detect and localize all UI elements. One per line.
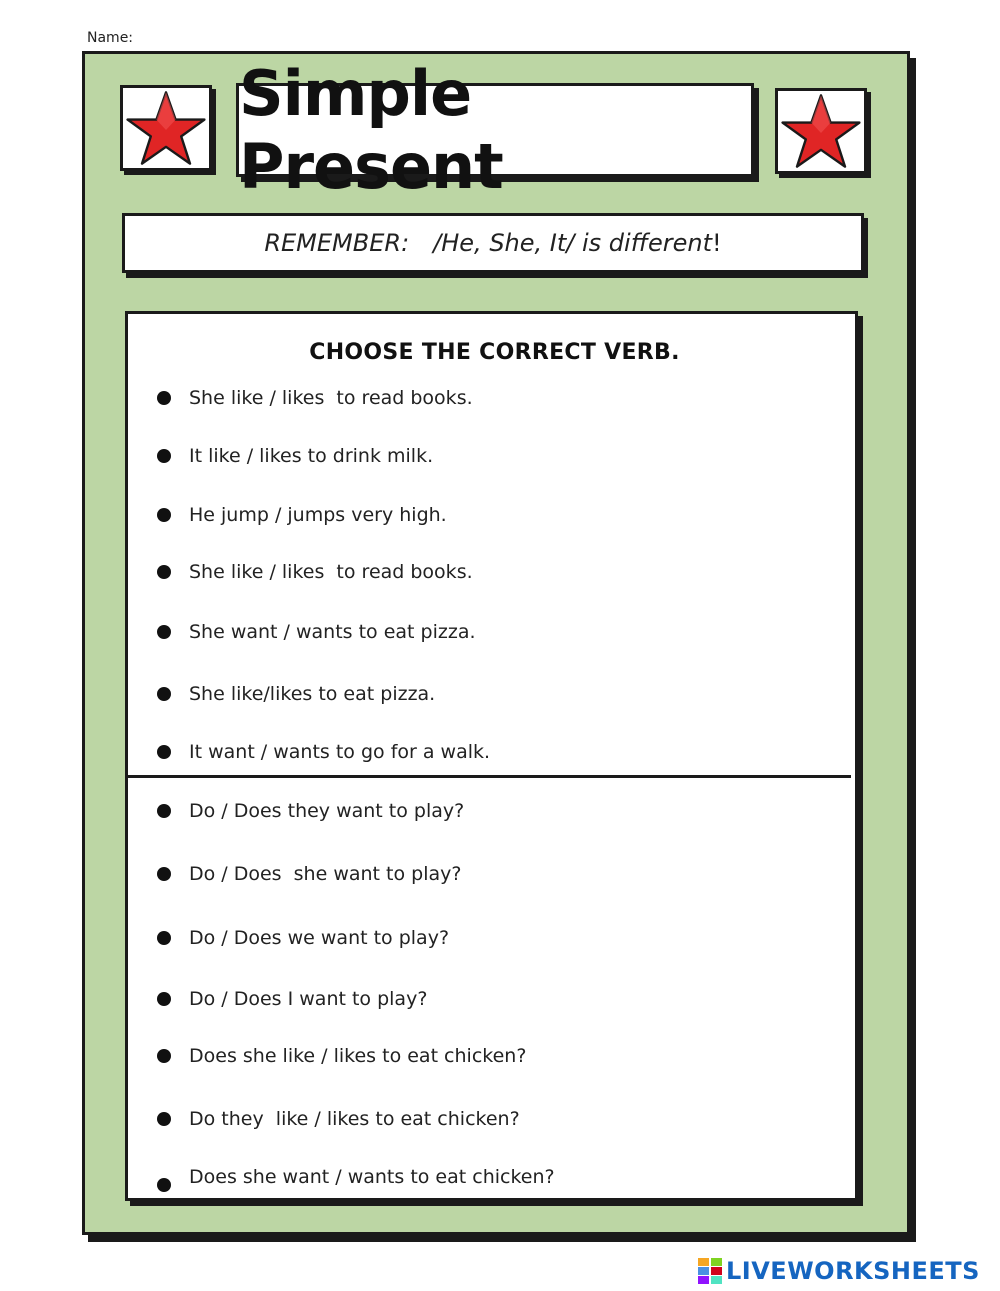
name-label: Name:	[87, 30, 134, 46]
brand-name: LIVEWORKSHEETS	[726, 1257, 980, 1285]
list-item	[157, 797, 464, 825]
remember-rule: /He, She, It/ is different	[433, 229, 713, 257]
list-item	[157, 985, 427, 1013]
list-item	[157, 860, 461, 888]
star-badge-left	[120, 85, 212, 171]
question-text: Do / Does they want to play?	[189, 800, 465, 822]
bullet-icon	[157, 565, 171, 579]
bullet-icon	[157, 867, 171, 881]
bullet-icon	[157, 1178, 171, 1192]
list-item	[157, 558, 473, 586]
list-item	[157, 442, 433, 470]
star-badge-right	[775, 88, 867, 174]
instruction-heading: CHOOSE THE CORRECT VERB.	[309, 340, 680, 365]
list-item	[157, 618, 476, 646]
question-text: Does she like / likes to eat chicken?	[189, 1045, 527, 1067]
list-item	[157, 1042, 526, 1070]
list-item	[157, 1105, 520, 1133]
bullet-icon	[157, 1049, 171, 1063]
question-text: It want / wants to go for a walk.	[189, 741, 491, 763]
page-title: Simple Present	[239, 57, 503, 203]
question-text: It like / likes to drink milk.	[189, 445, 434, 467]
bullet-icon	[157, 449, 171, 463]
list-item	[157, 738, 490, 766]
bullet-icon	[157, 391, 171, 405]
bullet-icon	[157, 625, 171, 639]
question-text: Does she want / wants to eat chicken?	[189, 1166, 555, 1188]
question-text: Do / Does she want to play?	[189, 863, 462, 885]
brand-logo	[698, 1256, 980, 1286]
question-text: Do they like / likes to eat chicken?	[189, 1108, 520, 1130]
question-text: She like / likes to read books.	[189, 561, 473, 583]
list-item	[157, 924, 449, 952]
list-item	[157, 1163, 555, 1191]
bullet-icon	[157, 804, 171, 818]
question-text: Do / Does we want to play?	[189, 927, 450, 949]
list-item	[157, 501, 447, 529]
question-text: She want / wants to eat pizza.	[189, 621, 476, 643]
remember-label: REMEMBER:	[264, 229, 410, 257]
bullet-icon	[157, 508, 171, 522]
bullet-icon	[157, 992, 171, 1006]
list-item	[157, 384, 473, 412]
bullet-icon	[157, 687, 171, 701]
question-text: She like/likes to eat pizza.	[189, 683, 436, 705]
question-text: She like / likes to read books.	[189, 387, 473, 409]
section-divider	[125, 775, 851, 778]
bullet-icon	[157, 931, 171, 945]
star-icon	[126, 90, 206, 166]
bullet-icon	[157, 1112, 171, 1126]
list-item	[157, 680, 435, 708]
title-box	[236, 57, 754, 203]
remember-exclaim: !	[712, 229, 722, 257]
bullet-icon	[157, 745, 171, 759]
question-text: Do / Does I want to play?	[189, 988, 428, 1010]
liveworksheets-logo-icon	[698, 1258, 722, 1284]
question-text: He jump / jumps very high.	[189, 504, 447, 526]
star-icon	[781, 93, 861, 169]
remember-banner	[122, 213, 864, 273]
